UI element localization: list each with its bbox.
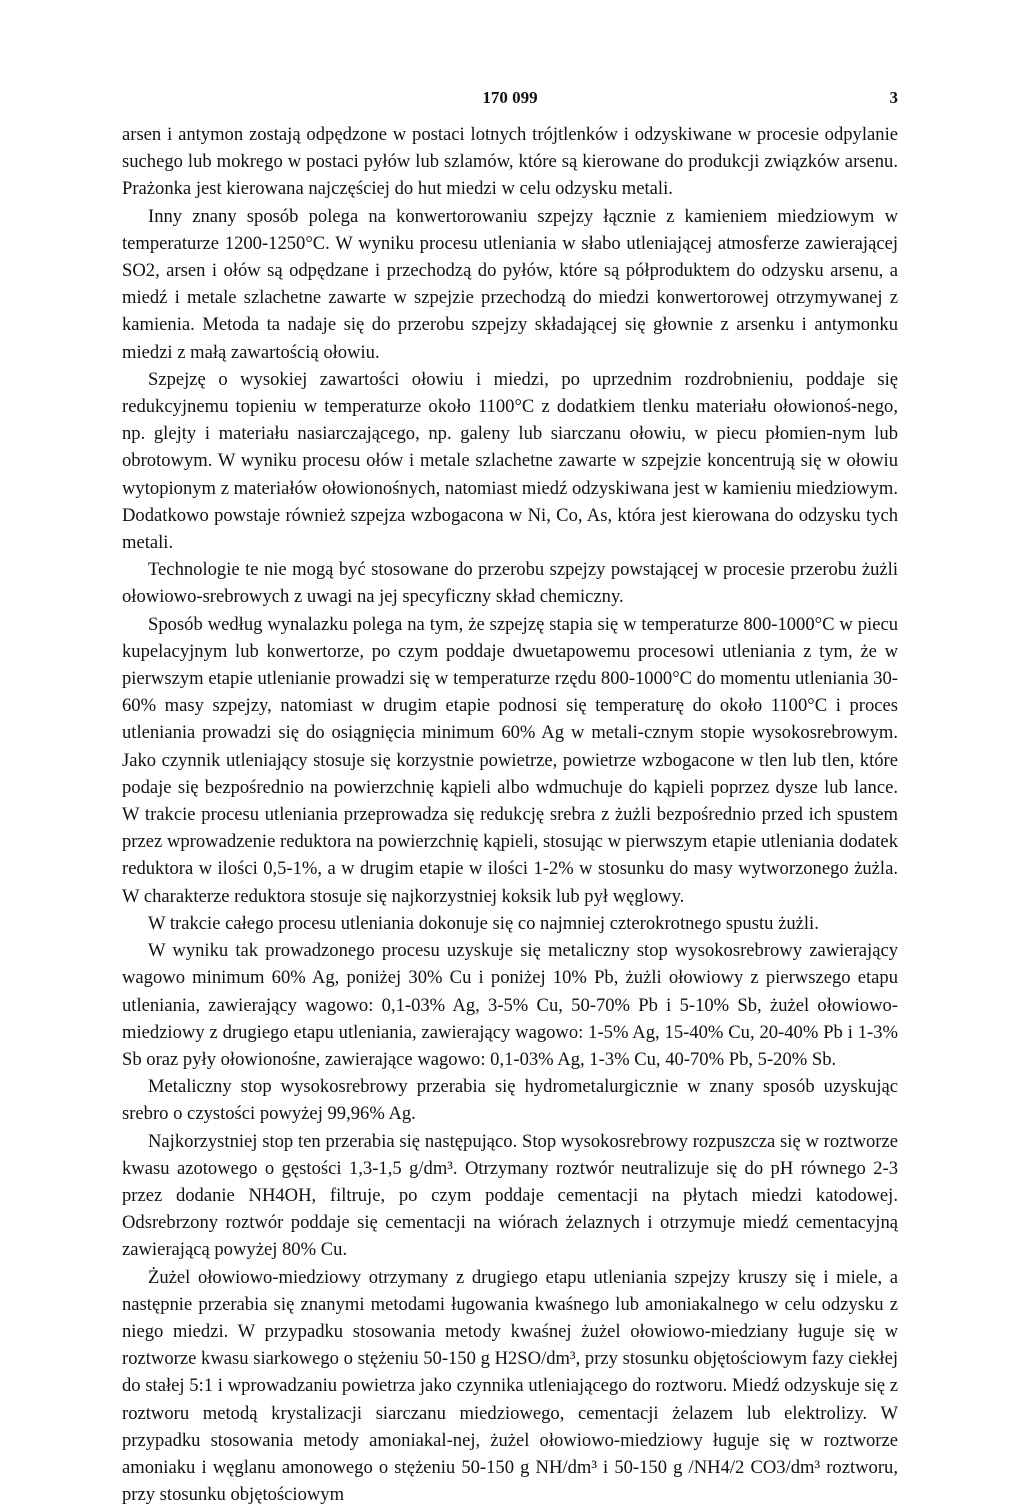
body-text [122,121,898,1508]
page-number: 3 [889,88,898,107]
patent-number: 170 099 [482,88,538,107]
paragraph-4: Technologie te nie mogą być stosowane do przerobu szpejzy powstającej w procesie przerobu żużli ołowiowo-srebrowych z uwagi na jej specyficzny skład chemiczny. [122,559,898,608]
paragraph-10: Żużel ołowiowo-miedziowy otrzymany z drugiego etapu utleniania szpejzy kruszy się i miele, a następnie przerabia się znanymi metodami ługowania kwaśnego lub amoniakalnego w celu odzysku z niego miedzi. W przypadku stosowania metody kwaśnej żużel ołowiowo-miedziany ługuje się w roztworze kwasu siarkowego o stężeniu 50-150 g H2SO/dm³, przy stosunku objętościowym fazy ciekłej do stałej 5:1 i wprowadzaniu powietrza jako czynnika utleniającego do roztworu. Miedź odzyskuje się z roztworu metodą krystalizacji siarczanu miedziowego, cementacji żelazem lub elektrolizy. W przypadku stosowania metody amoniakal-nej, żużel ołowiowo-miedziowy ługuje się w roztworze amoniaku i węglanu amonowego o stężeniu 50-150 g NH/dm³ i 50-150 g /NH4/2 CO3/dm³ roztworu, przy stosunku objętościowym [122,1266,898,1506]
paragraph-1: arsen i antymon zostają odpędzone w postaci lotnych trójtlenków i odzyskiwane w procesie odpylanie suchego lub mokrego w postaci pyłów lub szlamów, które są kierowane do produkcji związków arsenu. Prażonka jest kierowana najczęściej do hut miedzi w celu odzysku metali. [122,124,898,200]
paragraph-6: W trakcie całego procesu utleniania dokonuje się co najmniej czterokrotnego spustu żużli. [148,912,819,934]
paragraph-5: Sposób według wynalazku polega na tym, że szpejzę stapia się w temperaturze 800-1000°C w piecu kupelacyjnym lub konwertorze, po czym poddaje dwuetapowemu procesowi utleniania z tym, że w pierwszym etapie utlenianie prowadzi się w temperaturze rzędu 800-1000°C do momentu utleniania 30-60% masy szpejzy, natomiast w drugim etapie podnosi się temperaturę do około 1100°C i proces utleniania prowadzi się do osiągnięcia minimum 60% Ag w metali-cznym stopie wysokosrebrowym. Jako czynnik utleniający stosuje się korzystnie powietrze, powietrze wzbogacone w tlen lub tlen, które podaje się bezpośrednio na powierzchnię kąpieli albo wdmuchuje do kąpieli poprzez dysze lub lance. W trakcie procesu utleniania przeprowadza się redukcję srebra z żużli bezpośrednio przed ich spustem przez wprowadzenie reduktora na powierzchnię kąpieli, stosując w pierwszym etapie utleniania dodatek reduktora w ilości 0,5-1%, a w drugim etapie w ilości 1-2% w stosunku do masy wytworzonego żużla. W charakterze reduktora stosuje się najkorzystniej koksik lub pył węglowy. [122,613,898,907]
paragraph-7: W wyniku tak prowadzonego procesu uzyskuje się metaliczny stop wysokosrebrowy zawierający wagowo minimum 60% Ag, poniżej 30% Cu i poniżej 10% Pb, żużli ołowiowy z pierwszego etapu utleniania, zawierający wagowo: 0,1-03% Ag, 3-5% Cu, 50-70% Pb i 5-10% Sb, żużel ołowiowo-miedziowy z drugiego etapu utleniania, zawierający wagowo: 1-5% Ag, 15-40% Cu, 20-40% Pb i 1-3% Sb oraz pyły ołowionośne, zawierające wagowo: 0,1-03% Ag, 1-3% Cu, 40-70% Pb, 5-20% Sb. [122,940,898,1070]
page-header [122,88,898,112]
paragraph-2: Inny znany sposób polega na konwertorowaniu szpejzy łącznie z kamieniem miedziowym w temperaturze 1200-1250°C. W wyniku procesu utleniania w słabo utleniającej atmosferze zawierającej SO2, arsen i ołów są odpędzane i przechodzą do pyłów, które są półproduktem do odzysku arsenu, a miedź i metale szlachetne zawarte w szpejzie przechodzą do miedzi konwertorowej otrzymywanej z kamienia. Metoda ta nadaje się do przerobu szpejzy składającej się głownie z arsenku i antymonku miedzi z małą zawartością ołowiu. [122,205,898,363]
paragraph-8: Metaliczny stop wysokosrebrowy przerabia się hydrometalurgicznie w znany sposób uzyskując srebro o czystości powyżej 99,96% Ag. [122,1076,898,1125]
paragraph-3: Szpejzę o wysokiej zawartości ołowiu i miedzi, po uprzednim rozdrobnieniu, poddaje się redukcyjnemu topieniu w temperaturze około 1100°C z dodatkiem tlenku materiału ołowionoś-nego, np. glejty i materiału nasiarczającego, np. galeny lub siarczanu ołowiu, w piecu płomien-nym lub obrotowym. W wyniku procesu ołów i metale szlachetne zawarte w szpejzie koncentrują się w ołowiu wytopionym z materiałów ołowionośnych, natomiast miedź odzyskiwana jest w kamieniu miedziowym. Dodatkowo powstaje również szpejza wzbogacona w Ni, Co, As, która jest kierowana do odzysku tych metali. [122,368,898,554]
paragraph-9: Najkorzystniej stop ten przerabia się następująco. Stop wysokosrebrowy rozpuszcza się w roztworze kwasu azotowego o gęstości 1,3-1,5 g/dm³. Otrzymany roztwór neutralizuje się do pH równego 2-3 przez dodanie NH4OH, filtruje, po czym poddaje cementacji na płytach miedzi katodowej. Odsrebrzony roztwór poddaje się cementacji na wiórach żelaznych i otrzymuje miedź cementacyjną zawierającą powyżej 80% Cu. [122,1130,898,1261]
